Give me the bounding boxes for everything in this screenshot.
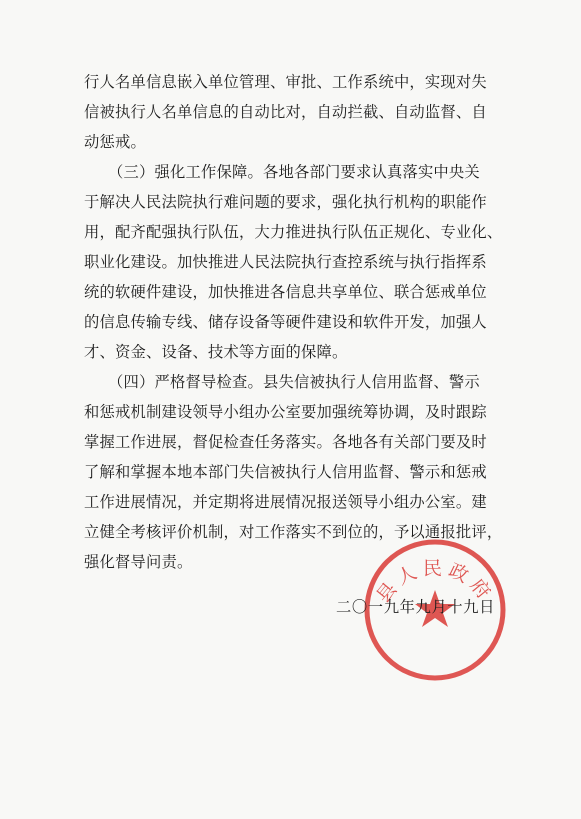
text-line: 信被执行人名单信息的自动比对，自动拦截、自动监督、自 (84, 103, 487, 121)
text-line: 动惩戒。 (84, 133, 146, 151)
text-line: 立健全考核评价机制，对工作落实不到位的，予以通报批评， (84, 523, 503, 541)
text-line: 于解决人民法院执行难问题的要求，强化执行机构的职能作 (84, 193, 487, 211)
text-line: 掌握工作进展，督促检查任务落实。各地各有关部门要及时 (84, 433, 487, 451)
text-line: 行人名单信息嵌入单位管理、审批、工作系统中，实现对失 (84, 73, 487, 91)
paragraph-heading-line: （三）强化工作保障。各地各部门要求认真落实中央关 (108, 163, 480, 181)
document-date: 二〇一九年九月十九日 (336, 598, 495, 616)
text-line: 工作进展情况，并定期将进展情况报送领导小组办公室。建 (84, 493, 487, 511)
text-line: 和惩戒机制建设领导小组办公室要加强统筹协调，及时跟踪 (84, 403, 487, 421)
paragraph-heading-line: （四）严格督导检查。县失信被执行人信用监督、警示 (108, 373, 480, 391)
text-line: 的信息传输专线、储存设备等硬件建设和软件开发，加强人 (84, 313, 487, 331)
text-line: 了解和掌握本地本部门失信被执行人信用监督、警示和惩戒 (84, 463, 487, 481)
text-line: 统的软硬件建设，加快推进各信息共享单位、联合惩戒单位 (84, 283, 487, 301)
text-line: 用，配齐配强执行队伍，大力推进执行队伍正规化、专业化、 (84, 223, 503, 241)
text-line: 才、资金、设备、技术等方面的保障。 (84, 343, 348, 361)
svg-text:县人民政府: 县人民政府 (372, 557, 498, 608)
text-line: 职业化建设。加快推进人民法院执行查控系统与执行指挥系 (84, 253, 487, 271)
text-line: 强化督导问责。 (84, 553, 193, 571)
